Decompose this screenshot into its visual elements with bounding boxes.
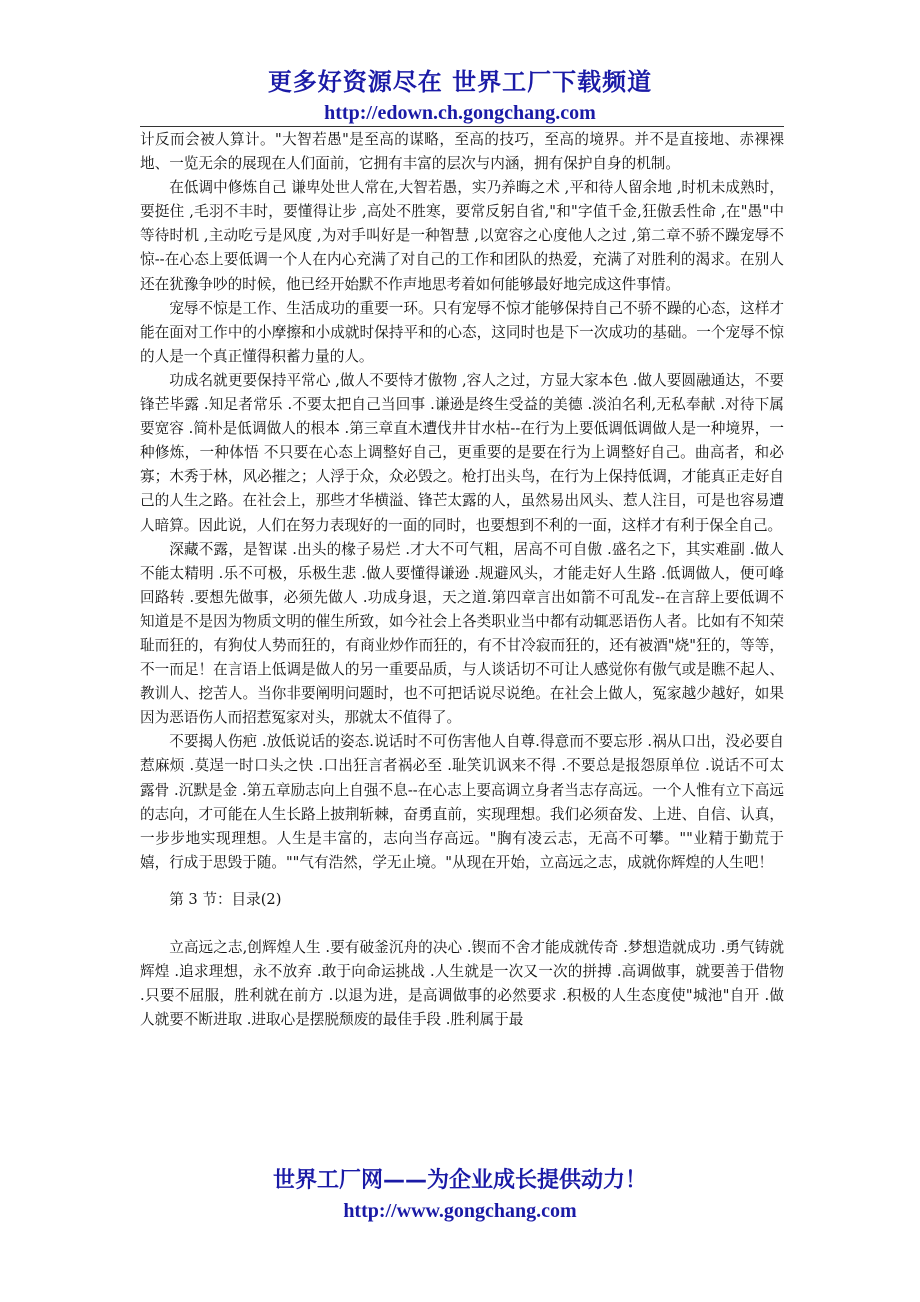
page-header — [0, 66, 920, 126]
header-title: 更多好资源尽在 世界工厂下载频道 — [267, 68, 653, 96]
section-title: 第 3 节：目录(2) — [169, 890, 282, 908]
page-footer — [0, 1166, 920, 1224]
header-divider — [140, 126, 784, 127]
paragraph: 深藏不露，是智谋 .出头的椽子易烂 .才大不可气粗，居高不可自傲 .盛名之下，其实难副 .做人不能太精明 .乐不可极，乐极生悲 .做人要懂得谦逊 .规避风头，才能走好人生路 .低调做人，便可峰回路转 .要想先做事，必须先做人 .功成身退，天之道.第四章言出如箭不可乱发--在言辞上要低调不知道是不是因为物质文明的催生所致，如今社会上各类职业当中都有动辄恶语伤人者。比如有不知荣耻而狂的，有狗仗人势而狂的，有商业炒作而狂的，有不甘冷寂而狂的，还有被酒"烧"狂的，等等，不一而足！在言语上低调是做人的另一重要品质，与人谈话切不可让人感觉你有傲气或是瞧不起人、教训人、挖苦人。当你非要阐明问题时，也不可把话说尽说绝。在社会上做人，冤家越少越好，如果因为恶语伤人而招惹冤家对头，那就太不值得了。 — [140, 540, 784, 727]
document-body — [140, 128, 784, 1032]
header-url-link[interactable]: http://edown.ch.gongchang.com — [324, 102, 596, 124]
footer-title: 世界工厂网——为企业成长提供动力！ — [272, 1168, 647, 1193]
paragraph-continued: 计反而会被人算计。"大智若愚"是至高的谋略，至高的技巧，至高的境界。并不是直接地、赤裸裸地、一览无余的展现在人们面前，它拥有丰富的层次与内涵，拥有保护自身的机制。 — [140, 131, 784, 173]
paragraph: 宠辱不惊是工作、生活成功的重要一环。只有宠辱不惊才能够保持自己不骄不躁的心态，这样才能在面对工作中的小摩擦和小成就时保持平和的心态，这同时也是下一次成功的基础。一个宠辱不惊的人是一个真正懂得积蓄力量的人。 — [140, 299, 784, 365]
paragraph: 功成名就更要保持平常心 ,做人不要恃才傲物 ,容人之过，方显大家本色 .做人要圆融通达，不要锋芒毕露 .知足者常乐 .不要太把自己当回事 .谦逊是终生受益的美德 .淡泊名利,无私奉献 .对待下属要宽容 .简朴是低调做人的根本 .第三章直木遭伐井甘水枯--在行为上要低调低调做人是一种境界，一种修炼，一种体悟 不只要在心态上调整好自己，更重要的是要在行为上调整好自己。曲高者，和必寡；木秀于林，风必摧之；人浮于众，众必毁之。枪打出头鸟，在行为上保持低调，才能真正走好自己的人生之路。在社会上，那些才华横溢、锋芒太露的人，虽然易出风头、惹人注目，可是也容易遭人暗算。因此说，人们在努力表现好的一面的同时，也要想到不利的一面，这样才有利于保全自己。 — [140, 371, 784, 534]
footer-url-link[interactable]: http://www.gongchang.com — [343, 1200, 577, 1222]
paragraph: 在低调中修炼自己 谦卑处世人常在,大智若愚，实乃养晦之术 ,平和待人留余地 ,时机未成熟时，要挺住 ,毛羽不丰时，要懂得让步 ,高处不胜寒，要常反躬自省,"和"字值千金,狂傲丢性命 ,在"愚"中等待时机 ,主动吃亏是风度 ,为对手叫好是一种智慧 ,以宽容之心度他人之过 ,第二章不骄不躁宠辱不惊--在心态上要低调一个人在内心充满了对自己的工作和团队的热爱，充满了对胜利的渴求。在别人还在犹豫争吵的时候，他已经开始默不作声地思考着如何能够最好地完成这件事情。 — [140, 179, 784, 293]
toc-paragraph: 立高远之志,创辉煌人生 .要有破釜沉舟的决心 .锲而不舍才能成就传奇 .梦想造就成功 .勇气铸就辉煌 .追求理想，永不放弃 .敢于向命运挑战 .人生就是一次又一次的拼搏 .高调做事，就要善于借物 .只要不屈服，胜利就在前方 .以退为进，是高调做事的必然要求 .积极的人生态度使"城池"自开 .做人就要不断进取 .进取心是摆脱颓废的最佳手段 .胜利属于最 — [140, 939, 784, 1029]
paragraph: 不要揭人伤疤 .放低说话的姿态.说话时不可伤害他人自尊.得意而不要忘形 .祸从口出，没必要自惹麻烦 .莫逞一时口头之快 .口出狂言者祸必至 .耻笑讥讽来不得 .不要总是报怨原单位 .说话不可太露骨 .沉默是金 .第五章励志向上自强不息--在心志上要高调立身者当志存高远。一个人惟有立下高远的志向，才可能在人生长路上披荆斩棘，奋勇直前，实现理想。我们必须奋发、上进、自信、认真，一步步地实现理想。人生是丰富的，志向当存高远。"胸有凌云志，无高不可攀。""业精于勤荒于嬉，行成于思毁于随。""气有浩然，学无止境。"从现在开始，立高远之志，成就你辉煌的人生吧！ — [140, 733, 784, 871]
